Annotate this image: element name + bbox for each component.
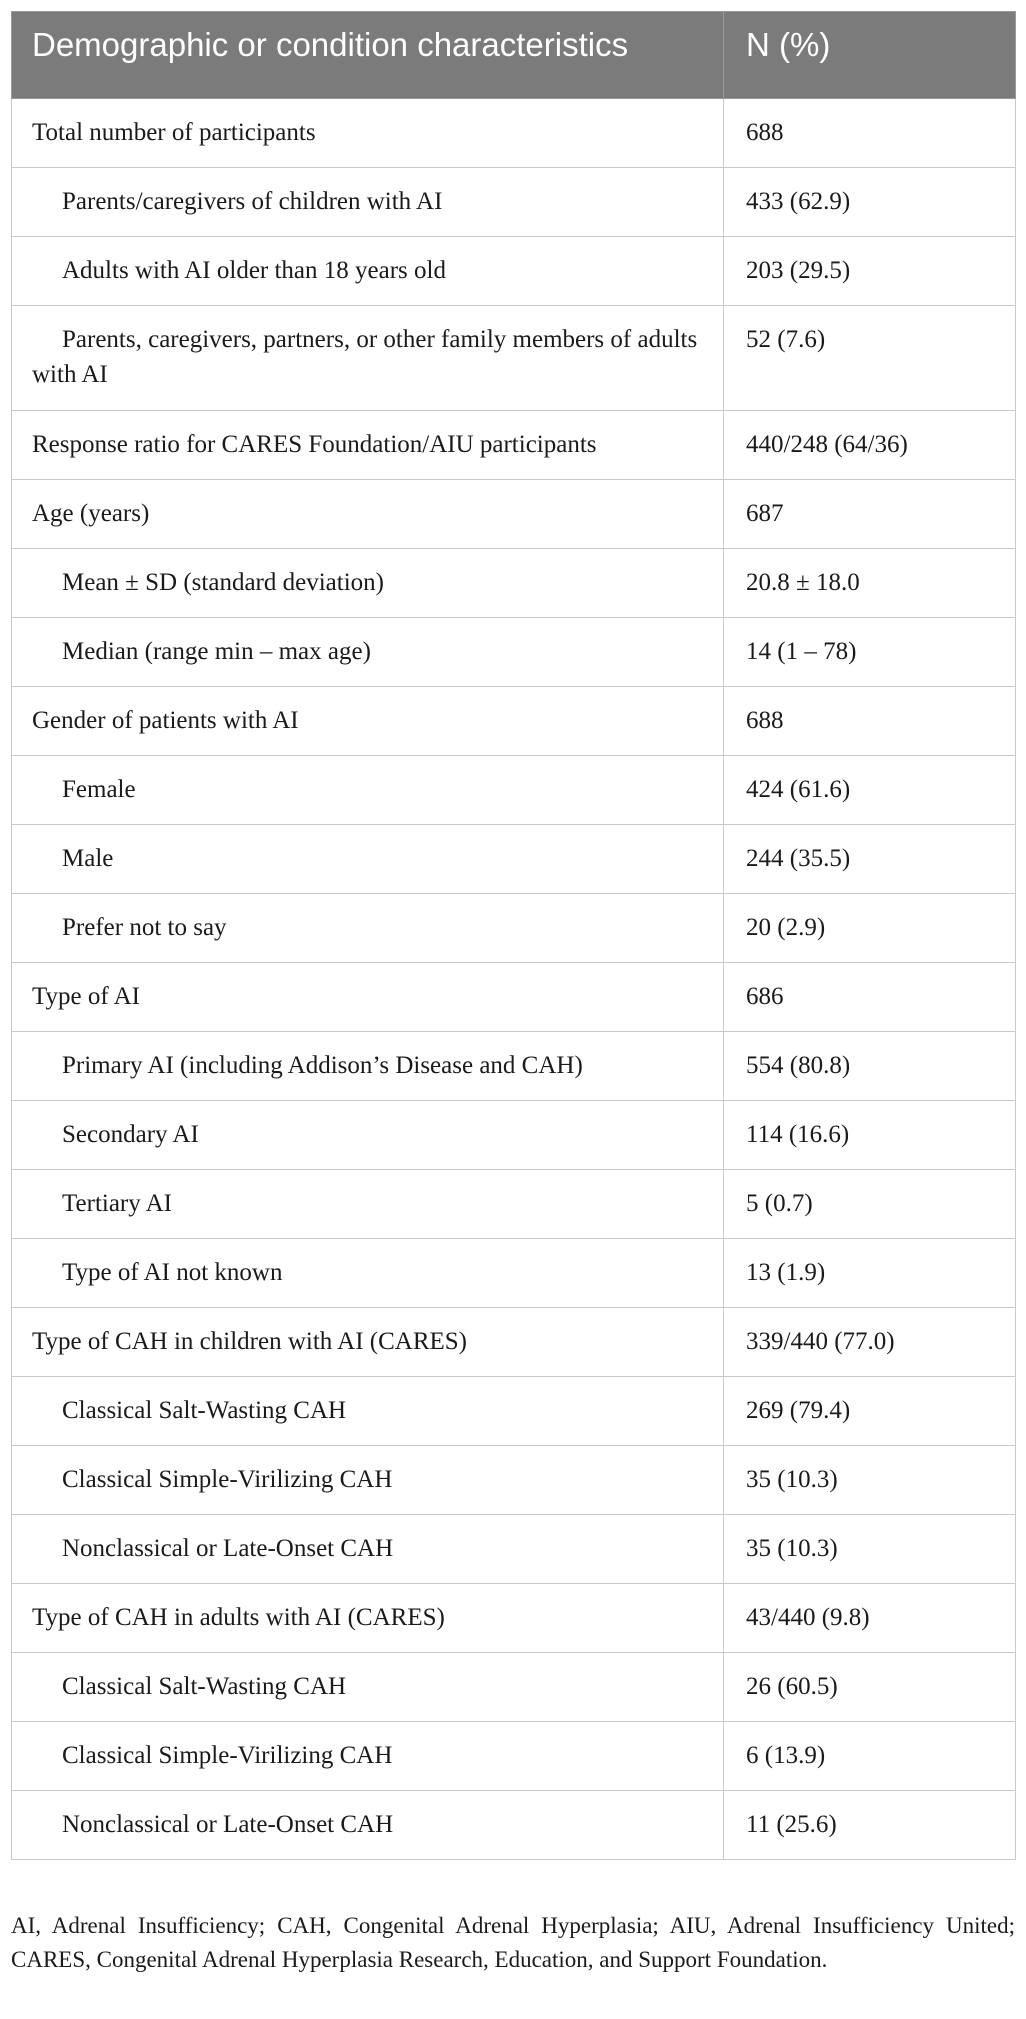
table-row (12, 1653, 1016, 1722)
table-row (12, 549, 1016, 618)
table-row (12, 687, 1016, 756)
table-row (12, 1722, 1016, 1791)
row-label: Mean ± SD (standard deviation) (12, 549, 724, 618)
row-label: Prefer not to say (12, 894, 724, 963)
row-value: 35 (10.3) (724, 1446, 1016, 1515)
row-label: Nonclassical or Late-Onset CAH (12, 1515, 724, 1584)
row-value: 20 (2.9) (724, 894, 1016, 963)
row-label: Nonclassical or Late-Onset CAH (12, 1791, 724, 1860)
row-label: Total number of participants (12, 99, 724, 168)
row-value: 11 (25.6) (724, 1791, 1016, 1860)
table-row (12, 411, 1016, 480)
row-label: Female (12, 756, 724, 825)
row-value: 440/248 (64/36) (724, 411, 1016, 480)
row-label: Median (range min – max age) (12, 618, 724, 687)
row-value: 52 (7.6) (724, 306, 1016, 411)
row-label: Response ratio for CARES Foundation/AIU participants (12, 411, 724, 480)
row-label: Classical Salt-Wasting CAH (12, 1653, 724, 1722)
row-value: 13 (1.9) (724, 1239, 1016, 1308)
row-value: 5 (0.7) (724, 1170, 1016, 1239)
row-label: Classical Simple-Virilizing CAH (12, 1446, 724, 1515)
table-row (12, 99, 1016, 168)
table-row (12, 480, 1016, 549)
row-value: 688 (724, 99, 1016, 168)
row-value: 14 (1 – 78) (724, 618, 1016, 687)
row-label: Age (years) (12, 480, 724, 549)
row-label: Male (12, 825, 724, 894)
table-row (12, 168, 1016, 237)
table-row (12, 1377, 1016, 1446)
row-label: Type of AI (12, 963, 724, 1032)
table-row (12, 1101, 1016, 1170)
row-label: Tertiary AI (12, 1170, 724, 1239)
table-row (12, 618, 1016, 687)
row-value: 244 (35.5) (724, 825, 1016, 894)
row-label: Classical Simple-Virilizing CAH (12, 1722, 724, 1791)
column-header-characteristics: Demographic or condition characteristics (12, 12, 724, 99)
table-row (12, 1239, 1016, 1308)
row-label: Adults with AI older than 18 years old (12, 237, 724, 306)
row-value: 687 (724, 480, 1016, 549)
row-value: 20.8 ± 18.0 (724, 549, 1016, 618)
table-row (12, 756, 1016, 825)
table-row (12, 1584, 1016, 1653)
row-value: 424 (61.6) (724, 756, 1016, 825)
table-row (12, 237, 1016, 306)
table-footnote: AI, Adrenal Insufficiency; CAH, Congenital Adrenal Hyperplasia; AIU, Adrenal Insufficiency United; CARES, Congenital Adrenal Hyperplasia Research, Education, and Support Foundation. (11, 1913, 1015, 1972)
row-label: Classical Salt-Wasting CAH (12, 1377, 724, 1446)
row-value: 114 (16.6) (724, 1101, 1016, 1170)
row-value: 35 (10.3) (724, 1515, 1016, 1584)
row-value: 269 (79.4) (724, 1377, 1016, 1446)
demographics-table (11, 11, 1016, 1860)
row-label: Secondary AI (12, 1101, 724, 1170)
table-row (12, 1170, 1016, 1239)
row-value: 26 (60.5) (724, 1653, 1016, 1722)
table-header (12, 12, 1016, 99)
row-value: 43/440 (9.8) (724, 1584, 1016, 1653)
row-label: Type of AI not known (12, 1239, 724, 1308)
table-row (12, 306, 1016, 411)
row-value: 339/440 (77.0) (724, 1308, 1016, 1377)
row-label: Type of CAH in children with AI (CARES) (12, 1308, 724, 1377)
table-row (12, 894, 1016, 963)
row-value: 686 (724, 963, 1016, 1032)
row-label: Parents/caregivers of children with AI (12, 168, 724, 237)
column-header-n-percent: N (%) (724, 12, 1016, 99)
demographics-table-container (11, 11, 1015, 1860)
table-header-row (12, 12, 1016, 99)
table-row (12, 1515, 1016, 1584)
row-value: 203 (29.5) (724, 237, 1016, 306)
table-row (12, 963, 1016, 1032)
table-row (12, 1032, 1016, 1101)
row-label: Type of CAH in adults with AI (CARES) (12, 1584, 724, 1653)
table-row (12, 1446, 1016, 1515)
table-row (12, 825, 1016, 894)
row-value: 6 (13.9) (724, 1722, 1016, 1791)
row-value: 554 (80.8) (724, 1032, 1016, 1101)
row-value: 433 (62.9) (724, 168, 1016, 237)
table-row (12, 1791, 1016, 1860)
row-label: Parents, caregivers, partners, or other family members of adults with AI (12, 306, 724, 411)
row-label: Gender of patients with AI (12, 687, 724, 756)
row-value: 688 (724, 687, 1016, 756)
table-row (12, 1308, 1016, 1377)
table-body (12, 99, 1016, 1860)
row-label: Primary AI (including Addison’s Disease and CAH) (12, 1032, 724, 1101)
